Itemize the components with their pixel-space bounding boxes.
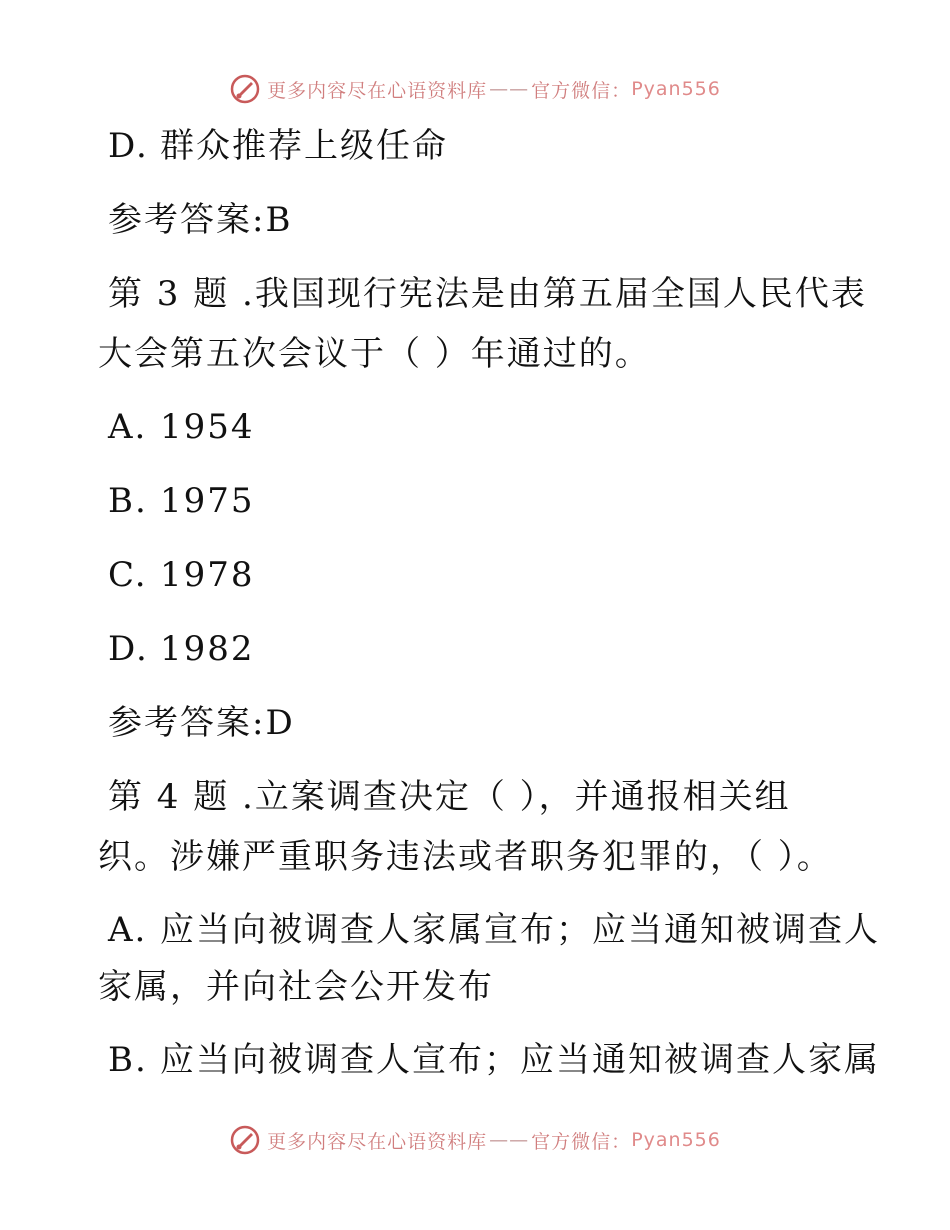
option-label: D.: [108, 629, 149, 669]
option-text: 应当向被调查人家属宣布；应当通知被调查人: [160, 910, 880, 950]
watermark-text: 更多内容尽在心语资料库: [267, 1130, 488, 1153]
watermark-separator: ——: [489, 78, 530, 100]
watermark-text: 更多内容尽在心语资料库: [267, 79, 488, 102]
option-label: B.: [108, 1040, 148, 1080]
footer-watermark: [0, 1123, 950, 1157]
option-label: B.: [108, 481, 148, 521]
answer-line: 参考答案:B: [108, 200, 293, 240]
question-3-line-2: 大会第五次会议于（ ）年通过的。: [98, 334, 651, 374]
option-a-continuation: 家属，并向社会公开发布: [98, 967, 494, 1007]
watermark-handle: Pyan556: [631, 1129, 721, 1151]
watermark-wechat-label: 官方微信：: [531, 1130, 632, 1153]
option-text: 1978: [160, 555, 255, 595]
option-label: C.: [108, 555, 148, 595]
watermark-handle: Pyan556: [631, 78, 721, 100]
option-text: 1954: [160, 407, 255, 447]
option-c-line: [0, 555, 950, 595]
header-watermark: [0, 72, 950, 106]
question-4-line-1: 第 4 题 .立案调查决定（ ），并通报相关组: [108, 777, 791, 817]
watermark-wechat-label: 官方微信：: [531, 79, 632, 102]
answer-line: 参考答案:D: [108, 703, 295, 743]
option-label: A.: [108, 910, 148, 950]
option-text: 应当向被调查人宣布；应当通知被调查人家属: [160, 1040, 880, 1080]
option-d-line: [0, 629, 950, 669]
option-text: 群众推荐上级任命: [160, 126, 448, 166]
brush-logo-icon: [229, 73, 261, 105]
question-4-line-2: 织。涉嫌严重职务违法或者职务犯罪的，（ ）。: [98, 837, 833, 877]
option-a-line: [0, 407, 950, 447]
option-text: 1982: [160, 629, 255, 669]
option-d-line: [0, 126, 950, 166]
option-label: A.: [108, 407, 148, 447]
option-label: D.: [108, 126, 149, 166]
brush-logo-icon: [229, 1124, 261, 1156]
option-b-line: [0, 1040, 950, 1080]
option-text: 1975: [160, 481, 255, 521]
option-b-line: [0, 481, 950, 521]
question-3-line-1: 第 3 题 .我国现行宪法是由第五届全国人民代表: [108, 274, 867, 314]
watermark-separator: ——: [489, 1129, 530, 1151]
option-a-line: [0, 910, 950, 950]
